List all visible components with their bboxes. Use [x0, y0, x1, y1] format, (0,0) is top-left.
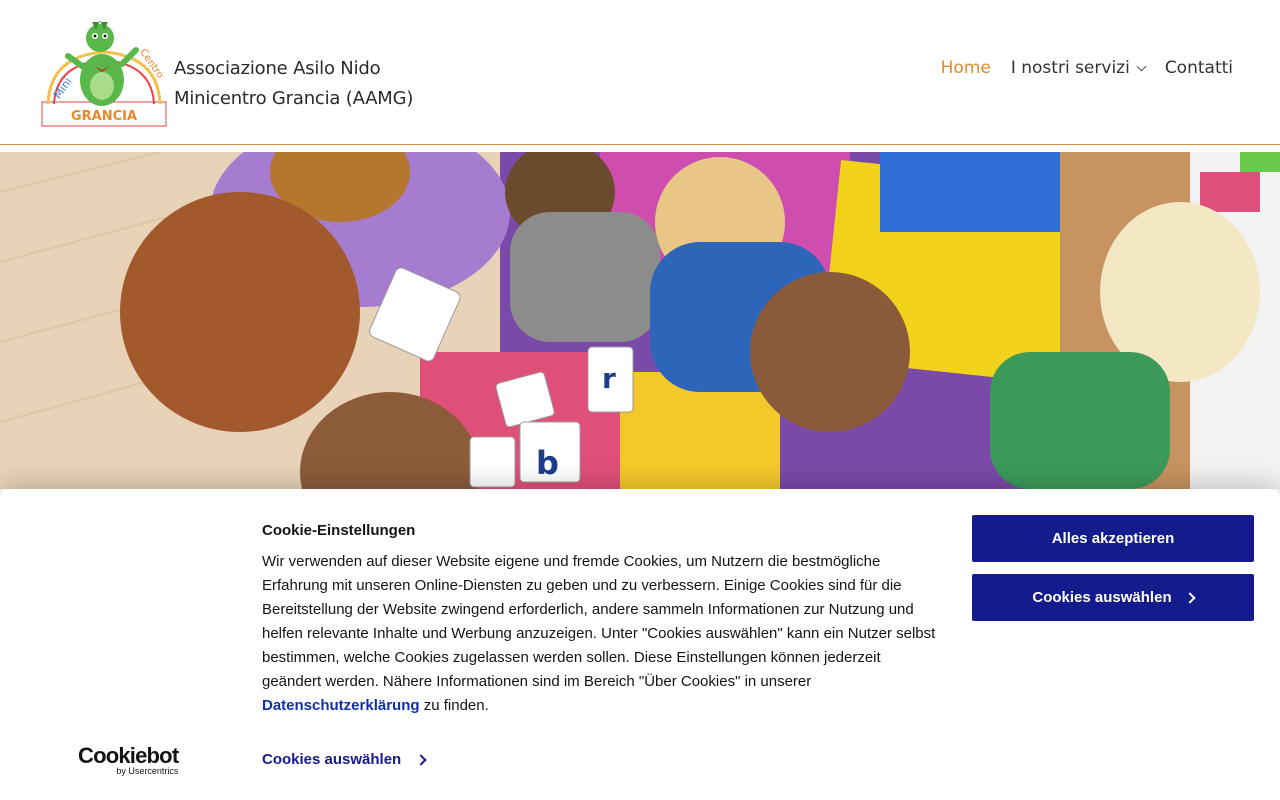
nav-servizi-label: I nostri servizi [1010, 58, 1130, 78]
cookiebot-logo[interactable] [78, 745, 178, 776]
letter-r: r [602, 362, 616, 395]
site-title[interactable] [174, 54, 413, 114]
letter-b: b [536, 444, 559, 482]
minicentro-logo[interactable] [40, 16, 168, 128]
svg-text:GRANCIA: GRANCIA [70, 109, 138, 124]
nav-servizi[interactable] [1011, 58, 1145, 78]
privacy-policy-link[interactable]: Datenschutzerklärung [262, 697, 420, 714]
svg-text:Centro: Centro [137, 46, 166, 81]
select-cookies-button[interactable] [972, 574, 1254, 621]
chevron-down-icon [1136, 61, 1146, 71]
nav-home[interactable] [941, 58, 991, 78]
cookie-description [262, 550, 942, 718]
nav-contatti[interactable] [1165, 58, 1233, 78]
main-nav [941, 58, 1233, 78]
cookiebot-name: Cookiebot [78, 743, 179, 768]
children-playing-photo [0, 152, 1280, 489]
cookie-banner [0, 489, 1280, 800]
accept-all-label: Alles akzeptieren [1051, 530, 1175, 547]
chevron-right-icon [416, 754, 427, 765]
nav-contatti-label: Contatti [1164, 58, 1233, 78]
site-header [0, 0, 1280, 145]
site-title-line2: Minicentro Grancia (AAMG) [174, 88, 414, 109]
select-cookies-link-label: Cookies auswählen [262, 751, 402, 768]
hero-image [0, 152, 1280, 489]
chevron-right-icon [1184, 592, 1195, 603]
svg-text:Mini: Mini [51, 75, 75, 102]
cookie-title: Cookie-Einstellungen [262, 522, 416, 539]
accept-all-button[interactable] [972, 515, 1254, 562]
cookie-text-after: zu finden. [419, 697, 489, 714]
cookiebot-sub: by Usercentrics [116, 766, 179, 776]
select-cookies-label: Cookies auswählen [1032, 589, 1172, 606]
site-title-line1: Associazione Asilo Nido [174, 58, 381, 79]
nav-home-label: Home [940, 58, 991, 78]
cookie-text-before: Wir verwenden auf dieser Website eigene und fremde Cookies, um Nutzern die bestmögliche Erfahrung mit unseren Online-Diensten zu geben und zu verbessern. Einige Cookies sind für die Bereitstellung der Website zwingend erforderlich, andere sammeln Informationen zur Nutzung und helfen relevante Inhalte und Werbung anzuzeigen. Unter "Cookies auswählen" kann ein Nutzer selbst bestimmen, welche Cookies zugelassen werden sollen. Diese Einstellungen können jederzeit geändert werden. Nähere Informationen sind im Bereich "Über Cookies" in unserer [262, 553, 936, 690]
select-cookies-link[interactable] [262, 751, 425, 768]
